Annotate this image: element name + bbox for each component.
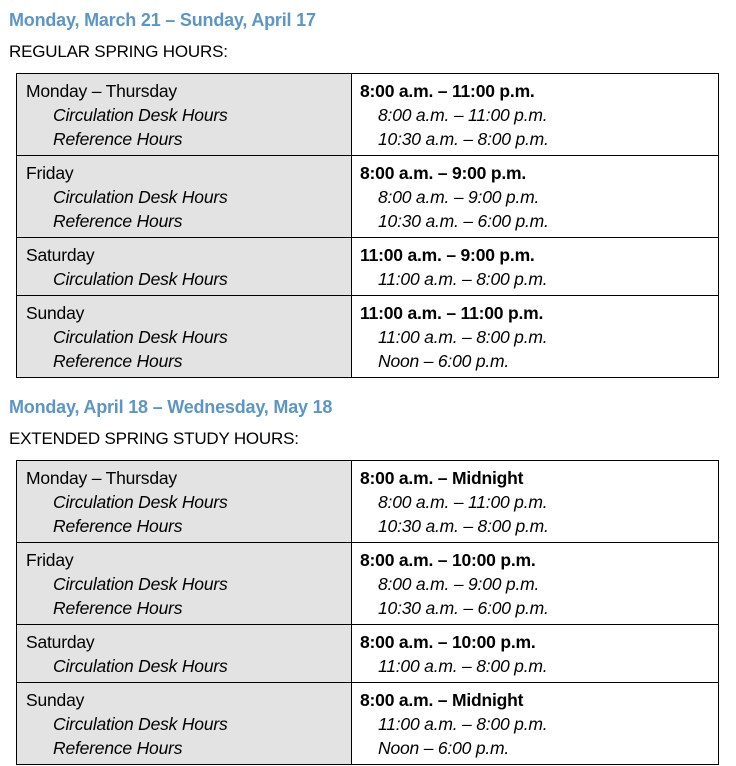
detail-label: Circulation Desk Hours: [53, 714, 228, 734]
section-heading: Monday, March 21 – Sunday, April 17: [9, 10, 316, 30]
day-label: Saturday: [26, 632, 95, 652]
table-row: [17, 625, 719, 683]
day-cell: [17, 461, 352, 543]
time-cell: [352, 683, 719, 765]
time-cell: [352, 238, 719, 296]
detail-label: Reference Hours: [53, 738, 183, 758]
table-row: [17, 296, 719, 378]
time-cell: [352, 543, 719, 625]
section-subheading: REGULAR SPRING HOURS:: [9, 42, 228, 61]
time-cell: [352, 296, 719, 378]
detail-time: 10:30 a.m. – 6:00 p.m.: [378, 211, 549, 231]
detail-label: Circulation Desk Hours: [53, 492, 228, 512]
time-cell: [352, 74, 719, 156]
detail-label: Circulation Desk Hours: [53, 187, 228, 207]
detail-label: Reference Hours: [53, 211, 183, 231]
detail-time: Noon – 6:00 p.m.: [378, 738, 510, 758]
table-row: [17, 543, 719, 625]
main-hours: 8:00 a.m. – 10:00 p.m.: [360, 550, 536, 570]
table-row: [17, 461, 719, 543]
day-label: Sunday: [26, 303, 85, 323]
detail-time: 11:00 a.m. – 8:00 p.m.: [378, 327, 548, 347]
section-subheading: EXTENDED SPRING STUDY HOURS:: [9, 429, 299, 448]
detail-time: Noon – 6:00 p.m.: [378, 351, 510, 371]
detail-time: 8:00 a.m. – 11:00 p.m.: [378, 105, 548, 125]
table-row: [17, 74, 719, 156]
day-label: Friday: [26, 550, 74, 570]
table-row: [17, 238, 719, 296]
time-cell: [352, 461, 719, 543]
detail-label: Circulation Desk Hours: [53, 269, 228, 289]
detail-time: 8:00 a.m. – 9:00 p.m.: [378, 187, 540, 207]
detail-time: 10:30 a.m. – 8:00 p.m.: [378, 516, 549, 536]
section-heading: Monday, April 18 – Wednesday, May 18: [9, 397, 333, 417]
day-cell: [17, 238, 352, 296]
detail-label: Circulation Desk Hours: [53, 327, 228, 347]
day-label: Monday – Thursday: [26, 81, 177, 101]
main-hours: 8:00 a.m. – Midnight: [360, 690, 524, 710]
day-cell: [17, 74, 352, 156]
detail-time: 8:00 a.m. – 11:00 p.m.: [378, 492, 548, 512]
main-hours: 8:00 a.m. – 10:00 p.m.: [360, 632, 536, 652]
detail-time: 8:00 a.m. – 9:00 p.m.: [378, 574, 540, 594]
day-cell: [17, 156, 352, 238]
detail-time: 10:30 a.m. – 8:00 p.m.: [378, 129, 549, 149]
day-label: Saturday: [26, 245, 95, 265]
detail-label: Reference Hours: [53, 516, 183, 536]
table-row: [17, 156, 719, 238]
detail-label: Reference Hours: [53, 598, 183, 618]
day-cell: [17, 683, 352, 765]
day-label: Sunday: [26, 690, 85, 710]
detail-time: 11:00 a.m. – 8:00 p.m.: [378, 656, 548, 676]
day-label: Monday – Thursday: [26, 468, 177, 488]
detail-label: Reference Hours: [53, 129, 183, 149]
main-hours: 11:00 a.m. – 9:00 p.m.: [360, 245, 535, 265]
day-cell: [17, 543, 352, 625]
day-label: Friday: [26, 163, 74, 183]
main-hours: 8:00 a.m. – 9:00 p.m.: [360, 163, 527, 183]
detail-label: Circulation Desk Hours: [53, 656, 228, 676]
time-cell: [352, 625, 719, 683]
day-cell: [17, 296, 352, 378]
hours-table: [16, 73, 719, 378]
detail-label: Reference Hours: [53, 351, 183, 371]
time-cell: [352, 156, 719, 238]
main-hours: 11:00 a.m. – 11:00 p.m.: [360, 303, 544, 323]
detail-time: 11:00 a.m. – 8:00 p.m.: [378, 714, 548, 734]
detail-label: Circulation Desk Hours: [53, 574, 228, 594]
detail-time: 11:00 a.m. – 8:00 p.m.: [378, 269, 548, 289]
main-hours: 8:00 a.m. – 11:00 p.m.: [360, 81, 535, 101]
detail-time: 10:30 a.m. – 6:00 p.m.: [378, 598, 549, 618]
day-cell: [17, 625, 352, 683]
hours-table: [16, 460, 719, 765]
detail-label: Circulation Desk Hours: [53, 105, 228, 125]
table-row: [17, 683, 719, 765]
main-hours: 8:00 a.m. – Midnight: [360, 468, 524, 488]
